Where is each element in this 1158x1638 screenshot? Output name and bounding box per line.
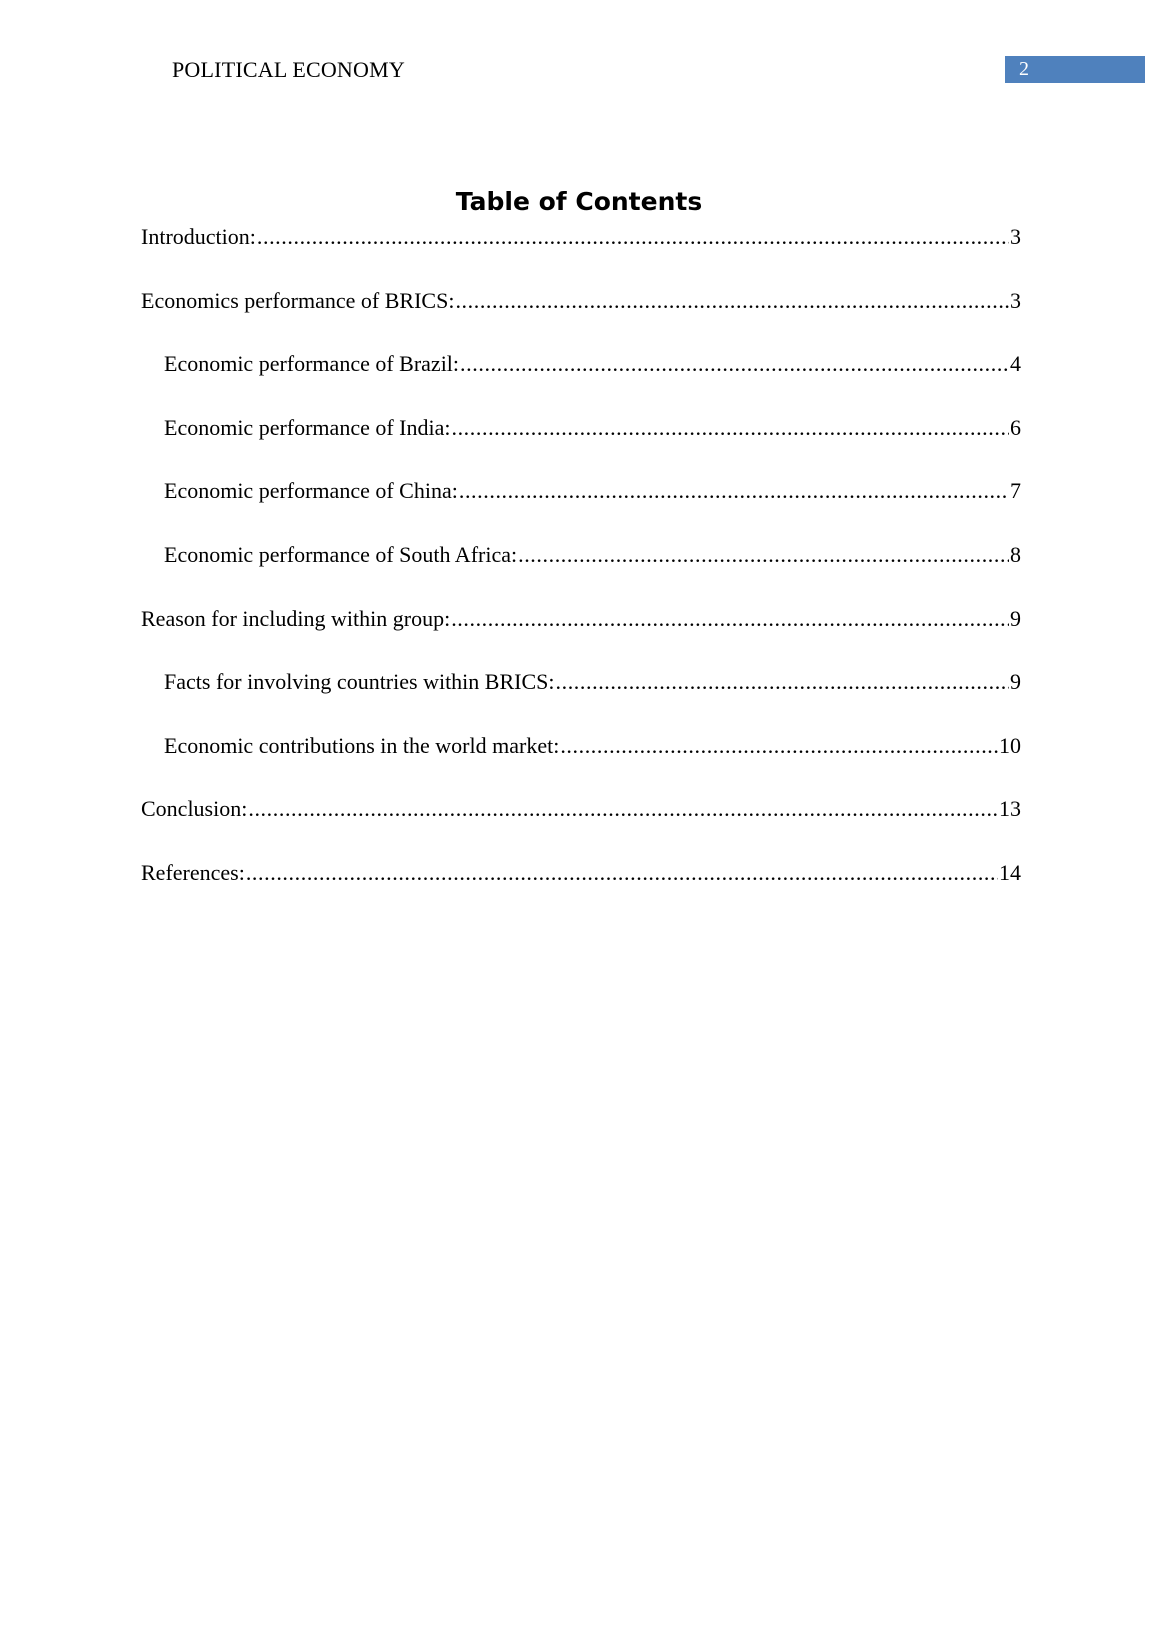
toc-entry-page: 3: [1010, 224, 1021, 249]
toc-dot-leader: [248, 794, 998, 824]
toc-entry-label: Conclusion:: [141, 796, 248, 822]
toc-entry-label: Economic contributions in the world market:: [164, 732, 560, 758]
toc-entry-page: 9: [1010, 669, 1021, 695]
toc-dot-leader: [560, 731, 998, 761]
toc-dot-leader: [556, 667, 1010, 697]
toc-dot-leader: [451, 413, 1009, 443]
toc-dot-leader: [451, 604, 1009, 634]
toc-entry-page: 8: [1010, 541, 1021, 567]
toc-title: Table of Contents: [455, 187, 703, 216]
toc-entry-label: Introduction:: [141, 224, 256, 249]
toc-entry-label: Reason for including within group:: [141, 605, 451, 631]
toc-dot-leader: [246, 858, 998, 888]
toc-entry-page: 4: [1010, 351, 1021, 377]
toc-entry-label: Economic performance of Brazil:: [164, 351, 460, 377]
toc-dot-leader: [460, 349, 1009, 379]
toc-entry-south-africa[interactable]: [141, 540, 1021, 604]
toc-entry-conclusion[interactable]: [141, 794, 1021, 858]
toc-entry-label: References:: [141, 859, 245, 885]
toc-entry-page: 10: [999, 732, 1021, 758]
toc-dot-leader: [518, 540, 1009, 570]
page-number: 2: [1019, 58, 1029, 80]
toc-entry-page: 3: [1010, 287, 1021, 313]
toc-entry-china[interactable]: [141, 476, 1021, 540]
toc-entry-label: Economics performance of BRICS:: [141, 287, 455, 313]
toc-entry-brazil[interactable]: [141, 349, 1021, 413]
toc-entry-india[interactable]: [141, 413, 1021, 477]
page-number-badge: [1005, 56, 1145, 83]
toc-entry-facts-involving-countries[interactable]: [141, 667, 1021, 731]
toc-entry-references[interactable]: [141, 858, 1021, 922]
toc-entry-label: Economic performance of India:: [164, 414, 451, 440]
toc-entry-page: 13: [999, 796, 1021, 822]
toc-entry-label: Economic performance of China:: [164, 478, 458, 504]
toc-dot-leader: [459, 476, 1009, 506]
toc-entry-label: Economic performance of South Africa:: [164, 541, 518, 567]
toc-entry-page: 14: [999, 859, 1021, 885]
toc-entry-page: 6: [1010, 414, 1021, 440]
toc-entry-economic-contributions[interactable]: [141, 731, 1021, 795]
toc-entry-label: Facts for involving countries within BRICS:: [164, 669, 555, 695]
toc-entry-reason-for-including[interactable]: [141, 604, 1021, 668]
toc-entry-page: 9: [1010, 605, 1021, 631]
toc-dot-leader: [455, 286, 1009, 316]
toc-entry-page: 7: [1010, 478, 1021, 504]
toc-entry-introduction[interactable]: [141, 222, 1021, 286]
toc-entry-economics-performance-brics[interactable]: [141, 286, 1021, 350]
table-of-contents: [141, 222, 1021, 922]
toc-dot-leader: [257, 222, 1009, 252]
running-head: POLITICAL ECONOMY: [172, 57, 405, 82]
